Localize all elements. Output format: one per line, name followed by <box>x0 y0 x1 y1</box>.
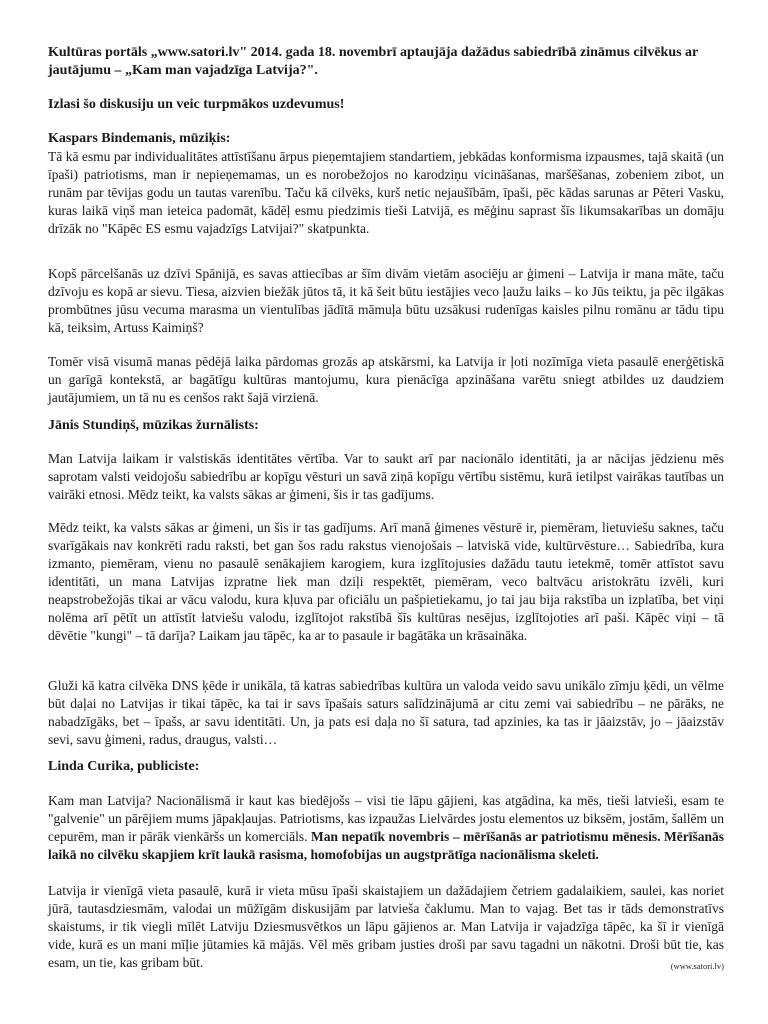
emphasis-text: Man nepatīk novembris – mērīšanās ar patriotismu mēnesis. Mērīšanās laikā no cilvēku skapjiem krīt laukā rasisma, homofobijas un augstprātīga nacionālisma skeleti. <box>48 829 725 862</box>
paragraph: Kopš pārcelšanās uz dzīvi Spānijā, es savas attiecības ar šīm divām vietām asociēju ar ģimeni – Latvija ir mana māte, taču dzīvoju es kopā ar sievu. Tiesa, aizvien biežāk jūtos tā, it kā šeit būtu iestājies veco ļaužu laiks – ko Jūs teiktu, ja pēc ilgākas prombūtnes jūsu vecuma marasma un vientulības jādītā māmuļa būtu uzsākusi rudenīgas kaisles pilnu romānu ar tādu tipu kā, teiksim, Artuss Kaimiņš? <box>48 266 724 335</box>
paragraph: Man Latvija laikam ir valstiskās identitātes vērtība. Var to saukt arī par nacionālo identitāti, ja ar nācijas jēdzienu mēs saprotam valsti veidojošu sabiedrību ar kopīgu vēsturi un savā ziņā kopīgu vērtību sistēmu, kurā ietilpst vairākas tautības un vairāki etnosi. Mēdz teikt, ka valsts sākas ar ģimeni, šis ir tas gadījums. <box>48 451 724 502</box>
author-heading: Kaspars Bindemanis, mūziķis: <box>48 131 231 146</box>
paragraph: Tā kā esmu par individualitātes attīstīšanu ārpus pieņemtajiem standartiem, jebkādas konformisma izpausmes, tajā skaitā (un īpaši) patriotisms, man ir nepieņemamas, un es norobežojos no karodziņu vicināšanas, maršēšanas, zobeniem zibot, un runām par tēvijas godu un tautas varenību. Taču kā cilvēks, kurš netic nejaušībām, īpaši, pēc kādas sarunas ar Pēteri Vasku, kuras laikā viņš man ieteica padomāt, kādēļ esmu piedzimis tieši Latvijā, es mēģinu saprast šīs likumsakarības un domāju drīzāk no "Kāpēc ES esmu vajadzīgs Latvijai?" skatpunkta. <box>48 149 724 236</box>
paragraph: Latvija ir vienīgā vieta pasaulē, kurā ir vieta mūsu īpaši skaistajiem un dažādajiem četriem gadalaikiem, saulei, kas noriet jūrā, tautasdziesmām, valodai un mūžīgām diskusijām par latvieša čaklumu. Man to vajag. Bet tas ir tāds demonstratīvs skaistums, ir tik viegli mīlēt Latviju Dziesmusvētkos un lāpu gājienos ar. Man Latvija ir vajadzīga tāpēc, ka šī ir vienīgā vide, kurā es un mani mīļie jūtamies kā mājās. Vēl mēs gribam justies droši par savu tagadni un nākotni. Droši būt tie, kas esam, un tie, kas gribam būt. <box>48 883 724 970</box>
author-heading: Jānis Stundiņš, mūzikas žurnālists: <box>48 418 259 433</box>
intro-lead: Kultūras portāls „www.satori.lv" 2014. gada 18. novembrī aptaujāja dažādus sabiedrībā zināmus cilvēkus ar jautājumu – „Kam man vajadzīga Latvija?". <box>48 45 699 78</box>
author-heading: Linda Curika, publiciste: <box>48 759 200 774</box>
paragraph <box>48 792 724 864</box>
paragraph: Tomēr visā visumā manas pēdējā laika pārdomas grozās ap atskārsmi, ka Latvija ir ļoti nozīmīga vieta pasaulē enerģētiskā un garīgā kontekstā, ar bagātīgu kultūras mantojumu, kura pienācīga apzināšana varētu sniegt atbildes uz daudziem jautājumiem, un tā nu es cenšos rakt šajā virzienā. <box>48 354 724 405</box>
source-note: (www.satori.lv) <box>670 961 724 971</box>
paragraph: Mēdz teikt, ka valsts sākas ar ģimeni, un šis ir tas gadījums. Arī manā ģimenes vēsturē ir, piemēram, lietuviešu saknes, taču svarīgākais nav konkrēti radu raksti, bet gan šos radu rakstus vienojošais – latviskā vide, kultūrvēsture… Sabiedrība, kura izmanto, piemēram, vienu no pasaulē senākajiem karogiem, kura izglītojusies dažādu tautu ietekmē, tomēr attīstot savu identitāti, un mana Latvijas izpratne liek man dziļi respektēt, piemēram, veco baltvācu aristokrātu izvēli, kuri neapstrobežojās tikai ar vācu valodu, kura kļuva par oficiālu un pašpietiekamu, jo tai jau bija rakstība un izplatība, bet viņi nolēma arī pētīt un attīstīt latviešu valodu, izglītojot rakstībā šīs kultūras nesējus, izglītojoties arī paši. Kāpēc viņi – tā dēvētie "kungi" – tā darīja? Laikam jau tāpēc, ka ar to pasaule ir bagātāka un krāsaināka. <box>48 520 724 643</box>
paragraph: Gluži kā katra cilvēka DNS ķēde ir unikāla, tā katras sabiedrības kultūra un valoda veido savu unikālo zīmju ķēdi, un vēlme būt daļai no Latvijas ir tikai tāpēc, ka tai ir savs īpašais saturs salīdzinājumā ar citu zemi vai sabiedrību – ne pārāks, ne nabadzīgāks, bet – īpašs, ar savu identitāti. Un, ja pats esi daļa no šī satura, tad apzinies, ka tas ir jāaizstāv, jo – jāaizstāv sevi, savu ģimeni, radus, draugus, valsti… <box>48 678 724 747</box>
paragraph-text: Kam man Latvija? Nacionālismā ir kaut kas biedējošs – visi tie lāpu gājieni, kas atgādina, ka mēs, tieši latvieši, esam te "galvenie" un pārējiem mums jāpakļaujas. Patriotisms, kas izpaužas Lielvārdes jostu elementos uz biksēm, jostām, šallēm un cepurēm, man ir pārāk vienkāršs un komerciāls. <box>48 793 724 844</box>
task-instruction: Izlasi šo diskusiju un veic turpmākos uzdevumus! <box>48 97 345 112</box>
